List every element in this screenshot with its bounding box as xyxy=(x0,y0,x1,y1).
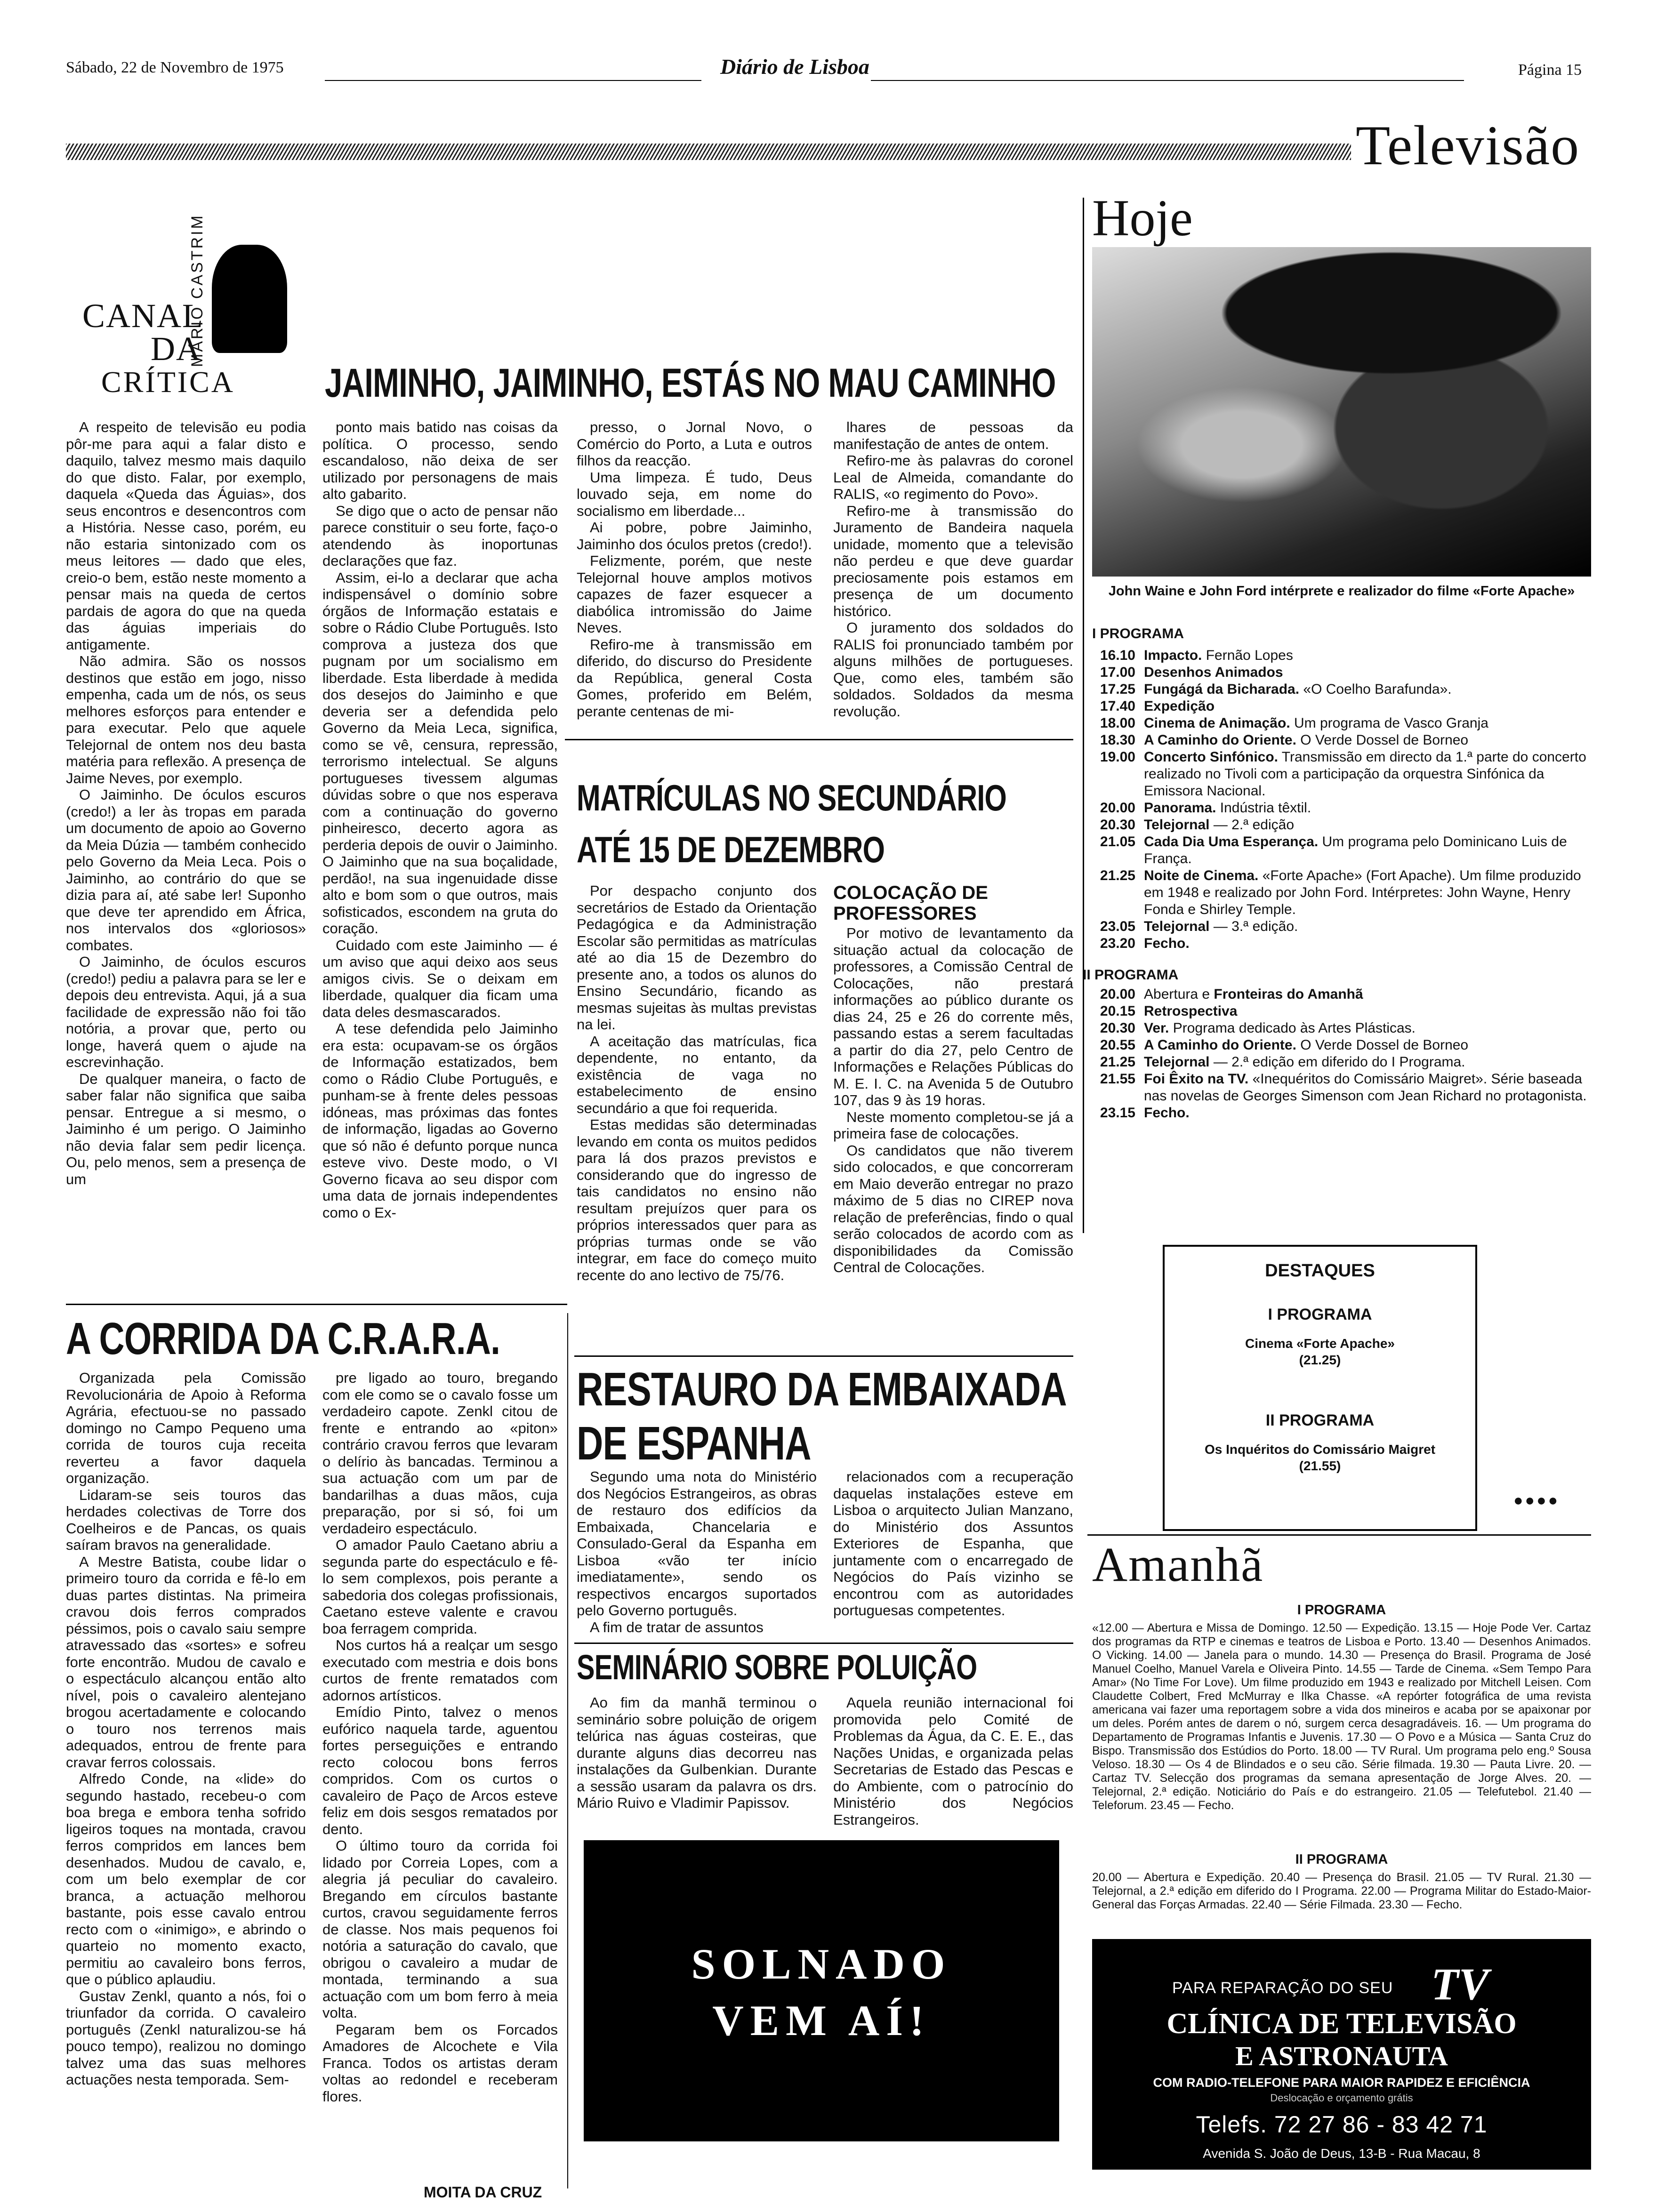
solnado-line2: VEM AÍ! xyxy=(712,1996,931,2044)
schedule-desc xyxy=(1144,817,1591,834)
destaques-p2-label: II PROGRAMA xyxy=(1265,1411,1375,1429)
ad-line1: PARA REPARAÇÃO DO SEU xyxy=(1172,1979,1393,1997)
ad-line2: CLÍNICA DE TELEVISÃO xyxy=(1166,2008,1517,2040)
corrida-col1: Organizada pela Comissão Revolucionária de Apoio à Reforma Agrária, efectuou-se no passado domingo no Campo Pequeno uma corrida de touros cuja receita reverteu a favor daquela organização. Lidaram-se seis touros das herdades colectivas de Torre dos Coelheiros e de Pancas, os quais saíram bravos na generalidade. A Mestre Batista, coube lidar o primeiro touro da corrida e fê-lo em duas partes distintas. Na primeira cravou dois ferros comprados péssimos, pois o cavalo saiu sempre atravessado das «sortes» e sofreu forte encontrão. Mudou de cavalo e o espectáculo alcançou então alto nível, pois o cavaleiro alentejano brogou acertadamente e colocando o touro nos terrenos mais adequados, entrou de frente para cravar ferros colossais. Alfredo Conde, na «lide» do segundo hastado, recebeu-o com boa brega e embora tenha sofrido ligeiros toques na montada, cravou ferros compridos em lances bem desenhados. Mudou de cavalo, e, com um belo exemplar de cor branca, a actuação melhorou bastante, pois esse cavalo entrou recto com o «inimigo», e abrindo o quarteio no momento exacto, permitiu ao cavaleiro bons ferros, que o público aplaudiu. Gustav Zenkl, quanto a nós, foi o triunfador da corrida. O cavaleiro português (Zenkl naturalizou-se há pouco tempo), realizou no domingo talvez uma das suas melhores actuações nesta temporada. Sem- xyxy=(66,1370,306,2088)
matriculas-col1: Por despacho conjunto dos secretários de Estado da Orientação Pedagógica e da Administração Escolar são permitidas as matrículas até ao dia 15 de Dezembro do presente ano, a todos os alunos do Ensino Secundário, ficando as mesmas sujeitas às multas previstas na lei. A aceitação das matrículas, fica dependente, no entanto, da existência de vaga no estabelecimento de ensino secundário a que foi requerida. Estas medidas são determinadas levando em conta os muitos pedidos para lá dos prazos previstos e considerando que do ingresso de tais candidatos no ensino não resultam prejuízos quer para os próprios interessados quer para as próprias turmas onde se vão integrar, em face do começo muito recente do ano lectivo de 75/76. xyxy=(577,882,817,1283)
schedule-time: 18.30 xyxy=(1100,732,1135,748)
corrida-signature: MOITA DA CRUZ xyxy=(424,2184,542,2201)
amanha-prog1-label: I PROGRAMA xyxy=(1297,1603,1386,1618)
embaixada-col2: relacionados com a recuperação daquelas instalações esteve em Lisboa o arquitecto Julian Manzano, do Ministério dos Assuntos Exteriores de Espanha, que juntamente com o encarregado de Negócios do País vizinho se encontrou com as autoridades portuguesas competentes. xyxy=(833,1468,1073,1619)
schedule-desc xyxy=(1144,1037,1591,1054)
schedule-desc xyxy=(1144,1003,1591,1020)
schedule-row xyxy=(1092,1003,1591,1020)
photo-caption: John Waine e John Ford intérprete e realizador do filme «Forte Apache» xyxy=(1108,584,1575,599)
schedule-time: 23.15 xyxy=(1100,1105,1135,1121)
schedule-time: 17.00 xyxy=(1100,665,1135,680)
schedule-row xyxy=(1092,918,1591,935)
canal-col3: presso, o Jornal Novo, o Comércio do Porto, a Luta e outros filhos da reacção. Uma limpeza. É tudo, Deus louvado seja, em nome do socialismo em liberdade... Ai pobre, pobre Jaiminho, Jaiminho dos óculos pretos (credo!). Felizmente, porém, que neste Telejornal houve amplos motivos capazes de fazer esquecer a diabólica intromissão do Jaime Neves. Refiro-me à transmissão em diferido, do discurso do Presidente da República, general Costa Gomes, proferido em Belém, perante centenas de mi- xyxy=(577,419,812,720)
schedule-desc xyxy=(1144,664,1591,681)
solnado-line1: SOLNADO xyxy=(691,1940,952,1988)
schedule-time: 19.00 xyxy=(1100,749,1135,765)
schedule-detail: Um programa de Vasco Granja xyxy=(1290,715,1488,731)
schedule-desc xyxy=(1144,647,1591,664)
schedule-row xyxy=(1092,817,1591,834)
section-title: Televisão xyxy=(1356,114,1580,176)
schedule-detail: «O Coelho Barafunda». xyxy=(1299,681,1452,697)
schedule-title: Telejornal xyxy=(1144,1054,1210,1070)
schedule-row xyxy=(1092,1071,1591,1105)
hoje-prog1-list xyxy=(1092,647,1591,952)
schedule-desc xyxy=(1144,935,1591,952)
schedule-time: 20.30 xyxy=(1100,1020,1135,1036)
schedule-row xyxy=(1092,647,1591,664)
canal-col2: ponto mais batido nas coisas da política. O processo, sendo escandaloso, não deixa de ser utilizado por personagens de mais alto gabarito. Se digo que o acto de pensar não parece constituir o seu forte, faço-o atendendo às inoportunas declarações que faz. Assim, ei-lo a declarar que acha indispensável o domínio sobre órgãos de Informação estatais e sobre o Rádio Clube Português. Isto comprova a justeza dos que pugnam por um socialismo em liberdade. Esta liberdade à medida dos desejos do Jaiminho e que deveria ser a defendida pelo Governo da Meia Leca, significa, como se vê, censura, repressão, terrorismo intelectual. Se alguns portugueses tivessem algumas dúvidas sobre o que nos esperava com a continuação do governo pinheiresco, decerto agora as perderia depois de ouvir o Jaiminho. O Jaiminho que na sua boçalidade, perdão!, na sua ingenuidade disse alto e bom som o que outros, mais sofisticados, escondem na gruta do coração. Cuidado com este Jaiminho — é um aviso que aqui deixo aos seus amigos civis. Se o deixam em liberdade, qualquer dia ficam uma data deles desmascarados. A tese defendida pelo Jaiminho era esta: ocupavam-se os órgãos de Informação estatizados, bem como o Rádio Clube Português, e punham-se à frente deles pessoas idóneas, mas próximas das fontes de informação, ligadas ao Governo que só não é defunto porque nunca esteve vivo. Deste modo, o VI Governo ficava ao seu dispor com uma data de jornais independentes como o Ex- xyxy=(322,419,558,1221)
destaques-p2-line1: Os Inquéritos do Comissário Maigret xyxy=(1204,1442,1436,1457)
destaques-p1-line1: Cinema «Forte Apache» xyxy=(1245,1336,1395,1351)
schedule-row xyxy=(1092,800,1591,817)
schedule-time: 20.30 xyxy=(1100,817,1135,833)
colocacao-headline: COLOCAÇÃO DE PROFESSORES xyxy=(833,882,988,924)
seminario-headline: SEMINÁRIO SOBRE POLUIÇÃO xyxy=(577,1648,977,1687)
schedule-row xyxy=(1092,1037,1591,1054)
schedule-time: 20.55 xyxy=(1100,1037,1135,1053)
rule-seminario xyxy=(574,1643,1073,1644)
schedule-title: Concerto Sinfónico. xyxy=(1144,749,1278,765)
destaques-p1-line2: (21.25) xyxy=(1299,1353,1341,1367)
schedule-desc xyxy=(1144,1020,1591,1037)
schedule-desc xyxy=(1144,749,1591,800)
destaques-title: DESTAQUES xyxy=(1265,1261,1375,1281)
schedule-desc xyxy=(1144,986,1591,1003)
destaques-p1-label: I PROGRAMA xyxy=(1268,1306,1372,1323)
header-rule-right xyxy=(871,80,1464,81)
schedule-desc xyxy=(1144,800,1591,817)
schedule-detail: O Verde Dossel de Borneo xyxy=(1296,1037,1469,1053)
schedule-detail: Indústria têxtil. xyxy=(1216,800,1311,816)
ad-line4: COM RADIO-TELEFONE PARA MAIOR RAPIDEZ E EFICIÊNCIA xyxy=(1153,2076,1530,2090)
dots-ornament: ●●●● xyxy=(1513,1492,1560,1509)
schedule-desc xyxy=(1144,867,1591,918)
vertical-rule-hoje xyxy=(1083,198,1084,1233)
schedule-row xyxy=(1092,681,1591,698)
amanha-prog2-label: II PROGRAMA xyxy=(1295,1852,1388,1867)
schedule-time: 21.25 xyxy=(1100,1054,1135,1070)
schedule-title: Telejornal xyxy=(1144,919,1210,934)
schedule-desc xyxy=(1144,1105,1591,1122)
amanha-prog1-text: «12.00 — Abertura e Missa de Domingo. 12.50 — Expedição. 13.15 — Hoje Pode Ver. Cartaz dos programas da RTP e cinemas e teatros de Lisboa e Porto. 13.40 — Desenhos Animados. O Vicking. 14.00 — Janela para o mundo. 14.30 — Presença do Brasil. Programa de José Manuel Coelho, Manuel Varela e Oliveira Pinto. 14.55 — Tarde de Cinema. «Sem Tempo Para Amar» (No Time For Love). Um filme produzido em 1943 e realizado por Mitchell Leisen. Com Claudette Colbert, Fred McMurray e Ilka Chasse. «A repórter fotográfica de uma revista americana vai fazer uma reportagem sobre a vida dos mineiros e acaba por se apaixonar por um deles. Porém antes de darem o nó, surgem cerca desagradáveis. 16. — Um programa do Departamento de Programas Infantis e Juvenis. 17.30 — O Povo e a Música — Santa Cruz do Bispo. Transmissão dos Estúdios do Porto. 18.00 — TV Rural. Um programa pelo eng.º Sousa Veloso. 18.30 — Os 4 de Blindados e o seu cão. Série filmada. 19.30 — Pauta Livre. 20. — Cartaz TV. Selecção dos programas da semana apresentação de Jorge Alves. 20. — Telejornal, 2.ª edição. Noticiário do País e do estrangeiro. 21.05 — Telefutebol. 21.40 — Teleforum. 23.45 — Fecho. xyxy=(1092,1621,1591,1812)
schedule-detail: — 2.ª edição em diferido do I Programa. xyxy=(1209,1054,1465,1070)
schedule-time: 20.00 xyxy=(1100,800,1135,816)
schedule-title: Fronteiras do Amanhã xyxy=(1214,986,1363,1002)
schedule-time: 21.25 xyxy=(1100,868,1135,883)
ad-line5: Deslocação e orçamento grátis xyxy=(1270,2092,1413,2104)
schedule-desc xyxy=(1144,834,1591,867)
schedule-desc xyxy=(1144,715,1591,732)
schedule-row xyxy=(1092,867,1591,918)
page-number: Página 15 xyxy=(1518,61,1582,79)
embaixada-headline1: RESTAURO DA EMBAIXADA xyxy=(577,1363,1067,1416)
canal-col4: lhares de pessoas da manifestação de antes de ontem. Refiro-me às palavras do coronel Leal de Almeida, comandante do RALIS, «o regimento do Povo». Refiro-me à transmissão do Juramento de Bandeira naquela unidade, momento que a televisão não perdeu e que deve guardar preciosamente pois estamos em presença de um documento histórico. O juramento dos soldados do RALIS foi pronunciado também por alguns milhões de portugueses. Que, como eles, também são soldados. Soldados da mesma revolução. xyxy=(833,419,1073,720)
rule-amanha xyxy=(1087,1534,1591,1536)
schedule-title: Fecho. xyxy=(1144,936,1190,951)
author-portrait xyxy=(212,245,287,353)
schedule-title: Impacto. xyxy=(1144,648,1202,663)
ad-address: Avenida S. João de Deus, 13-B - Rua Macau, 8 xyxy=(1203,2146,1480,2161)
schedule-detail: — 2.ª edição xyxy=(1209,817,1295,833)
schedule-desc xyxy=(1144,698,1591,715)
rule-embaixada xyxy=(574,1355,1073,1357)
schedule-time: 21.05 xyxy=(1100,834,1135,850)
schedule-time: 16.10 xyxy=(1100,648,1135,663)
schedule-desc xyxy=(1144,681,1591,698)
tv-clinic-ad xyxy=(1092,1939,1591,2170)
schedule-title: A Caminho do Oriente. xyxy=(1144,732,1296,748)
amanha-prog2-text: 20.00 — Abertura e Expedição. 20.40 — Presença do Brasil. 21.05 — TV Rural. 21.30 — Telejornal, a 2.ª edição em diferido do I Programa. 22.00 — Programa Militar do Estado-Maior-General das Forças Armadas. 22.40 — Série Filmada. 23.30 — Fecho. xyxy=(1092,1871,1591,1911)
author-name: MÁRIO CASTRIM xyxy=(188,214,206,367)
destaques-box xyxy=(1163,1245,1477,1531)
schedule-row xyxy=(1092,749,1591,800)
amanha-title: Amanhã xyxy=(1092,1538,1264,1592)
schedule-title: Fecho. xyxy=(1144,1105,1190,1121)
schedule-desc xyxy=(1144,1054,1591,1071)
section-band xyxy=(66,144,1351,160)
matriculas-col2: Por motivo de levantamento da situação actual da colocação de professores, a Comissão Central de Colocações, não prestará informações ao público durante os dias 24, 25 e 26 do corrente mês, passando estas a serem facultadas a partir do dia 27, pelo Centro de Informações e Relações Públicas do M. E. I. C. na Avenida 5 de Outubro 107, das 9 às 19 horas. Neste momento completou-se já a primeira fase de colocações. Os candidatos que não tiverem sido colocados, e que concorreram em Maio deverão entregar no prazo máximo de 5 dias no CIREP nova relação de preferências, findo o qual serão colocados de acordo com as disponibilidades da Comissão Central de Colocações. xyxy=(833,925,1073,1275)
schedule-time: 21.55 xyxy=(1100,1071,1135,1087)
hoje-prog1-label: I PROGRAMA xyxy=(1092,626,1184,641)
schedule-title: Retrospectiva xyxy=(1144,1003,1238,1019)
schedule-time: 20.00 xyxy=(1100,986,1135,1002)
schedule-detail: Transmissão em directo da 1.ª parte do concerto realizado no Tivoli com a participação da orquestra Sinfónica da Emissora Nacional. xyxy=(1144,749,1586,799)
canal-col1: A respeito de televisão eu podia pôr-me para aqui a falar disto e daquilo, talvez mesmo mais daquilo do que disto. Falar, por exemplo, daquela «Queda das Águias», dos seus encontros e desencontros com a História. Nesse caso, porém, eu não estaria sintonizado com os meus leitores — dado que eles, creio-o bem, estão neste momento a pensar mais na queda de certos pardais de agora do que na queda das águias imperiais do antigamente. Não admira. São os nossos destinos que estão em jogo, nisso empenha, cada um de nós, os seus melhores esforços para entender e para executar. Pelo que aquele Telejornal de ontem nos deu basta matéria para reflexão. A presença de Jaime Neves, por exemplo. O Jaiminho. De óculos escuros (credo!) a ler às tropas em parada um documento de apoio ao Governo da Meia Dúzia — também conhecido pelo Governo da Meia Leca. Pois o Jaiminho, ao contrário do que se dizia para aí, até sabe ler! Suponho que deve ter aprendido em África, nos intervalos dos «gloriosos» combates. O Jaiminho, de óculos escuros (credo!) pediu a palavra para se ler e depois deu entrevista. Aqui, já a sua facilidade de expressão não foi tão notória, a provar que, perto ou longe, haverá quem o ajude na escrevinhação. De qualquer maneira, o facto de saber falar não significa que saiba pensar. Entregue a si mesmo, o Jaiminho é um perigo. O Jaiminho não devia falar sem pedir licença. Ou, pelo menos, sem a presença de um xyxy=(66,419,306,1187)
schedule-row xyxy=(1092,986,1591,1003)
schedule-detail: Um programa pelo Dominicano Luis de França. xyxy=(1144,834,1567,866)
schedule-title: Noite de Cinema. xyxy=(1144,868,1259,883)
schedule-row xyxy=(1092,935,1591,952)
corrida-col2: pre ligado ao touro, bregando com ele como se o cavalo fosse um verdadeiro capote. Zenkl citou de frente e entrando ao «piton» contrário cravou ferros que levaram o delírio às bancadas. Terminou a sua actuação com um par de bandarilhas a duas mãos, cuja preparação, por si só, foi um verdadeiro espectáculo. O amador Paulo Caetano abriu a segunda parte do espectáculo e fê-lo sem complexos, pois perante a sabedoria dos colegas profissionais, Caetano esteve valente e cravou boa ferragem comprida. Nos curtos há a realçar um sesgo executado com mestria e dois bons curtos de frente rematados com adornos artísticos. Emídio Pinto, talvez o menos eufórico naquela tarde, aguentou fortes perseguições e entrando recto colocou bons ferros compridos. Com os curtos o cavaleiro de Paço de Arcos esteve feliz em dois sesgos rematados por dento. O último touro da corrida foi lidado por Correia Lopes, com a alegria já peculiar do cavaleiro. Bregando em círculos bastante curtos, cravou seguidamente ferros de classe. Nos mais pequenos foi notória a saturação do cavalo, que obrigou o cavaleiro a mudar de montada, terminando a sua actuação com um bom ferro à meia volta. Pegaram bem os Forcados Amadores de Alcochete e Vila Franca. Todos os artistas deram voltas ao redondel e receberam flores. xyxy=(322,1370,558,2105)
schedule-title: Fungágá da Bicharada. xyxy=(1144,681,1300,697)
hoje-title: Hoje xyxy=(1092,189,1193,247)
schedule-detail: Programa dedicado às Artes Plásticas. xyxy=(1169,1020,1416,1036)
schedule-title: Cada Dia Uma Esperança. xyxy=(1144,834,1319,850)
embaixada-headline2: DE ESPANHA xyxy=(577,1417,811,1470)
canal-headline: JAIMINHO, JAIMINHO, ESTÁS NO MAU CAMINHO xyxy=(325,361,1056,406)
schedule-title: A Caminho do Oriente. xyxy=(1144,1037,1296,1053)
canal-logo-line1: CANAL xyxy=(82,297,204,335)
schedule-row xyxy=(1092,664,1591,681)
schedule-row xyxy=(1092,834,1591,867)
matriculas-headline2: ATÉ 15 DE DEZEMBRO xyxy=(577,829,885,870)
schedule-time: 20.15 xyxy=(1100,1003,1135,1019)
film-photo xyxy=(1092,247,1591,577)
schedule-title: Telejornal xyxy=(1144,817,1210,833)
vertical-rule-corrida xyxy=(567,1313,568,2188)
schedule-row xyxy=(1092,732,1591,749)
schedule-detail: — 3.ª edição. xyxy=(1209,919,1298,934)
canal-logo-line2: DA xyxy=(151,330,201,368)
schedule-desc xyxy=(1144,1071,1591,1105)
rule-corrida xyxy=(66,1304,567,1305)
ad-line3: E ASTRONAUTA xyxy=(1235,2041,1448,2071)
schedule-row xyxy=(1092,1020,1591,1037)
corrida-headline: A CORRIDA DA C.R.A.R.A. xyxy=(66,1314,500,1364)
schedule-detail: «Forte Apache» (Fort Apache). Um filme produzido em 1948 e realizado por John Ford. Intérpretes: John Wayne, Henry Fonda e Shirley Temple. xyxy=(1144,868,1581,917)
schedule-row xyxy=(1092,698,1591,715)
schedule-detail: «Inequéritos do Comissário Maigret». Série baseada nas novelas de Georges Simenson com Jean Richard no protagonista. xyxy=(1144,1071,1587,1104)
schedule-time: 18.00 xyxy=(1100,715,1135,731)
schedule-time: 23.05 xyxy=(1100,919,1135,934)
masthead: Diário de Lisboa xyxy=(720,55,869,79)
ad-phones: Telefs. 72 27 86 - 83 42 71 xyxy=(1196,2111,1488,2138)
schedule-row xyxy=(1092,1054,1591,1071)
schedule-detail: Abertura e xyxy=(1144,986,1214,1002)
schedule-title: Expedição xyxy=(1144,698,1215,714)
schedule-title: Panorama. xyxy=(1144,800,1216,816)
destaques-p2-line2: (21.55) xyxy=(1299,1459,1341,1473)
schedule-time: 23.20 xyxy=(1100,936,1135,951)
schedule-desc xyxy=(1144,732,1591,749)
schedule-title: Desenhos Animados xyxy=(1144,665,1283,680)
seminario-col2: Aquela reunião internacional foi promovida pelo Comité de Problemas da Água, da C. E. E., das Nações Unidas, e organizada pelas Secretarias de Estado das Pescas e do Ambiente, com o patrocínio do Ministério dos Negócios Estrangeiros. xyxy=(833,1694,1073,1828)
seminario-col1: Ao fim da manhã terminou o seminário sobre poluição de origem telúrica nas águas costeiras, que durante alguns dias decorreu nas instalações da Gulbenkian. Durante a sessão usaram da palavra os drs. Mário Ruivo e Vladimir Papissov. xyxy=(577,1694,817,1811)
hoje-prog2-list xyxy=(1092,986,1591,1122)
ad-tv: TV xyxy=(1431,1959,1489,2009)
schedule-row xyxy=(1092,1105,1591,1122)
schedule-title: Foi Êxito na TV. xyxy=(1144,1071,1249,1087)
schedule-row xyxy=(1092,715,1591,732)
issue-date: Sábado, 22 de Novembro de 1975 xyxy=(66,59,284,76)
schedule-detail: O Verde Dossel de Borneo xyxy=(1296,732,1469,748)
hoje-prog2-label: II PROGRAMA xyxy=(1083,967,1179,983)
matriculas-headline1: MATRÍCULAS NO SECUNDÁRIO xyxy=(577,777,1007,818)
schedule-desc xyxy=(1144,918,1591,935)
rule-matriculas xyxy=(565,739,1073,740)
embaixada-col1: Segundo uma nota do Ministério dos Negócios Estrangeiros, as obras de restauro dos edifícios da Embaixada, Chancelaria e Consulado-Geral da Espanha em Lisboa «vão ter início imediatamente», sendo os respectivos encargos suportados pelo Governo português. A fim de tratar de assuntos xyxy=(577,1468,817,1635)
header-rule-left xyxy=(325,80,701,81)
canal-logo-line3: CRÍTICA xyxy=(101,365,235,399)
schedule-time: 17.25 xyxy=(1100,681,1135,697)
schedule-time: 17.40 xyxy=(1100,698,1135,714)
solnado-ad xyxy=(584,1840,1059,2141)
schedule-title: Ver. xyxy=(1144,1020,1169,1036)
schedule-title: Cinema de Animação. xyxy=(1144,715,1290,731)
schedule-detail: Fernão Lopes xyxy=(1202,648,1293,663)
